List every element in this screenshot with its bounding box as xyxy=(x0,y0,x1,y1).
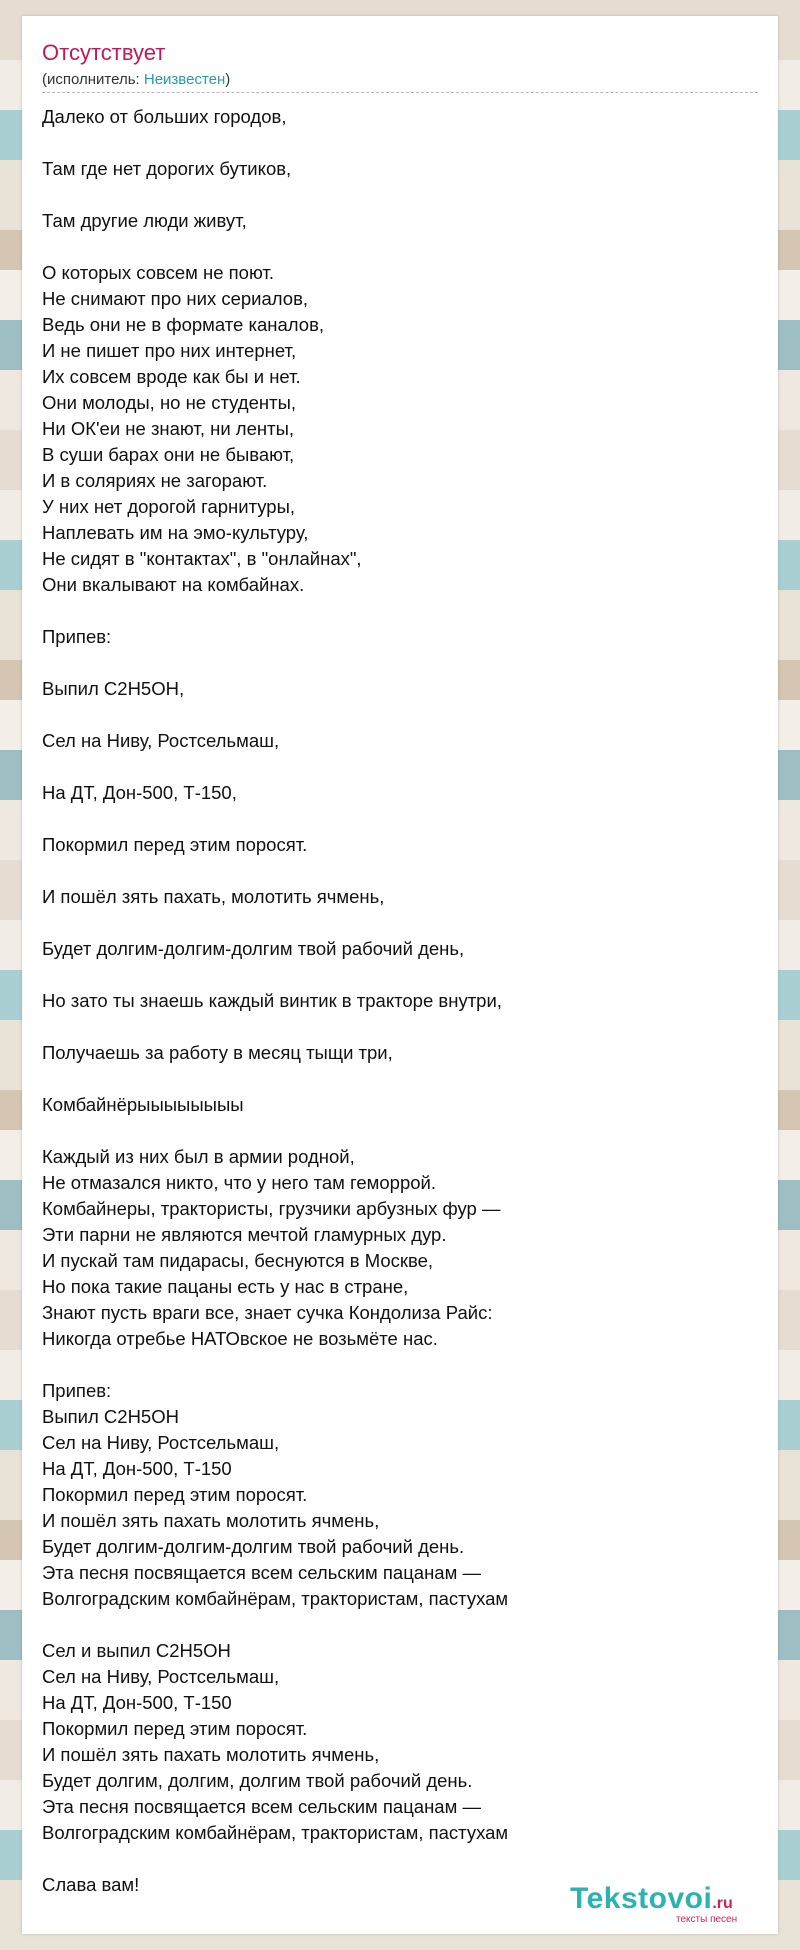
performer-prefix: (исполнитель: xyxy=(42,71,144,88)
logo-tagline: тексты песен xyxy=(676,1914,738,1925)
logo-domain: .ru xyxy=(712,1895,733,1912)
site-logo[interactable] xyxy=(570,1882,738,1925)
performer-line xyxy=(42,72,230,87)
lyrics-card xyxy=(22,16,778,1934)
lyrics-text: Далеко от больших городов, Там где нет дорогих бутиков, Там другие люди живут, О которых совсем не поют. Не снимают про них сериалов, Ведь они не в формате каналов, И не пишет про них интернет, Их совсем вроде как бы и нет. Они молоды, но не студенты, Ни ОК'еи не знают, ни ленты, В суши барах они не бывают, И в соляриях не загорают. У них нет дорогой гарнитуры, Наплевать им на эмо-культуру, Не сидят в "контактах", в "онлайнах", Они вкалывают на комбайнах. Припев: Выпил С2Н5ОН, Сел на Ниву, Ростсельмаш, На ДТ, Дон-500, Т-150, Покормил перед этим поросят. И пошёл зять пахать, молотить ячмень, Будет долгим-долгим-долгим твой рабочий день, Но зато ты знаешь каждый винтик в тракторе внутри, Получаешь за работу в месяц тыщи три, Комбайнёрыыыыыыыы Каждый из них был в армии родной, Не отмазался никто, что у него там геморрой. Комбайнеры, трактористы, грузчики арбузных фур — Эти парни не являются мечтой гламурных дур. И пускай там пидарасы, беснуются в Москве, Но пока такие пацаны есть у нас в стране, Знают пусть враги все, знает сучка Кондолиза Райс: Никогда отребье НАТОвское не возьмёте нас. Припев: Выпил С2Н5ОН Сел на Ниву, Ростсельмаш, На ДТ, Дон-500, Т-150 Покормил перед этим поросят. И пошёл зять пахать молотить ячмень, Будет долгим-долгим-долгим твой рабочий день. Эта песня посвящается всем сельским пацанам — Волгоградским комбайнёрам, трактористам, пастухам Сел и выпил С2Н5ОН Сел на Ниву, Ростсельмаш, На ДТ, Дон-500, Т-150 Покормил перед этим поросят. И пошёл зять пахать молотить ячмень, Будет долгим, долгим, долгим твой рабочий день. Эта песня посвящается всем сельским пацанам — Волгоградским комбайнёрам, трактористам, пастухам Слава вам! xyxy=(42,106,509,1895)
header-divider xyxy=(42,92,758,93)
performer-suffix: ) xyxy=(225,71,231,88)
logo-wordmark: Tekstovoi xyxy=(570,1882,713,1915)
song-title: Отсутствует xyxy=(42,40,166,65)
performer-link[interactable]: Неизвестен xyxy=(143,71,226,88)
